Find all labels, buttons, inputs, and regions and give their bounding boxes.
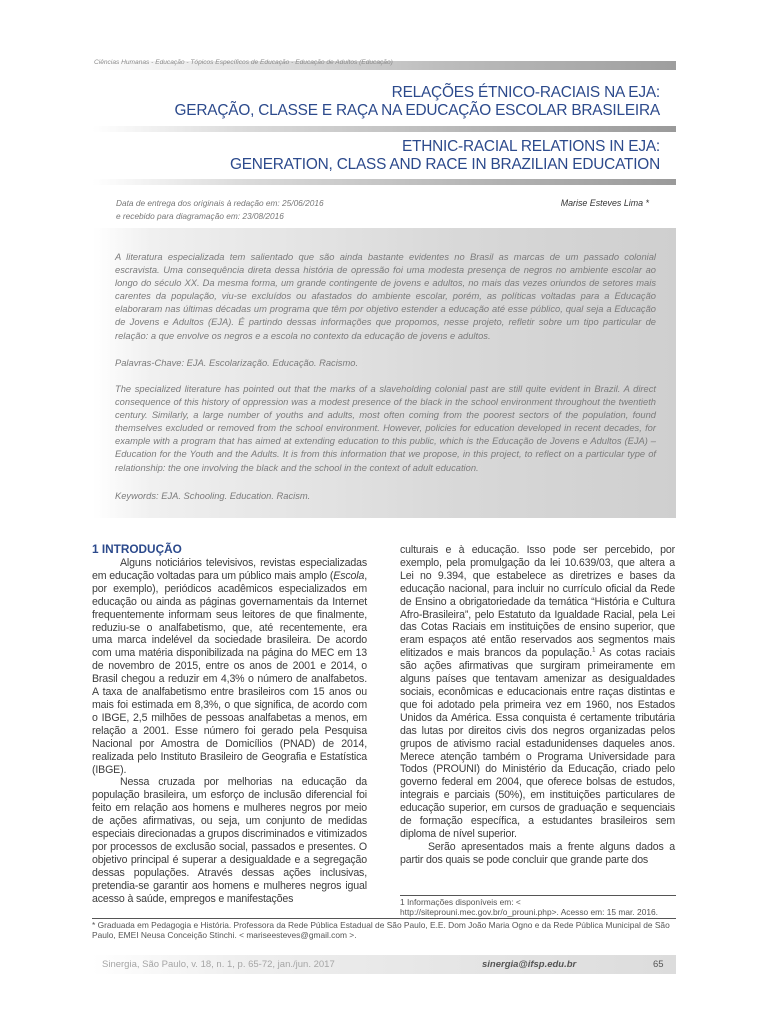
column-left bbox=[92, 557, 367, 905]
column-right bbox=[400, 544, 675, 867]
title-divider bbox=[92, 126, 676, 132]
footnote-divider bbox=[400, 895, 676, 896]
submission-date: Data de entrega dos originais à redação em: 25/06/2016 bbox=[116, 198, 324, 208]
title-en-line1: ETHNIC-RACIAL RELATIONS IN EJA: bbox=[401, 138, 660, 155]
abstract-en: The specialized literature has pointed out that the marks of a slaveholding colonial past are still quite evident in Brazil. A direct consequence of this history of oppression was a modest presence of the black in the school environment throughout the twentieth century. Similarly, a large number of youths and adults, most often coming from the poorest sectors of the population, found themselves excluded or removed from the school environment. However, policies for education developed in recent decades, for example with a program that has aimed at extending education to this public, which is the Educação de Jovens e Adultos (EJA) – Education for the Youth and the Adults. It is from this information that we propose, in this project, to reflect on a particular type of relationship: the one involving the black and the school in the context of adult education. bbox=[115, 384, 656, 473]
breadcrumb: Ciências Humanas - Educação - Tópicos Específicos de Educação - Educação de Adultos (Educação) bbox=[94, 59, 393, 66]
section-heading: 1 INTRODUÇÃO bbox=[92, 542, 182, 556]
paragraph: Alguns noticiários televisivos, revistas especializadas em educação voltadas para um público mais amplo (Escola, por exemplo), periódicos acadêmicos especializados em educação ou ainda as páginas governamentais da Internet frequentemente informam seus leitores de que finalmente, reduziu-se o analfabetismo, que, até recentemente, era uma marca indelével da sociedade brasileira. De acordo com uma matéria disponibilizada na página do MEC em 13 de novembro de 2015, entre os anos de 2001 e 2014, o Brasil chegou a reduzir em 4,3% o número de analfabetos. A taxa de analfabetismo entre brasileiros com 15 anos ou mais foi estimada em 8,3%, o que significa, de acordo com o IBGE, 2,5 milhões de pessoas analfabetas a menos, em relação a 2001. Esse número foi gerado pela Pesquisa Nacional por Amostra de Domicílios (PNAD) de 2014, realizada pelo Instituto Brasileiro de Geografia e Estatística (IBGE). bbox=[92, 557, 367, 776]
keywords-pt: Palavras-Chave: EJA. Escolarização. Educação. Racismo. bbox=[115, 358, 359, 368]
author-note: * Graduada em Pedagogia e História. Professora da Rede Pública Estadual de São Paulo, E.E. Dom João Maria Ogno e da Rede Pública Municipal de São Paulo, EMEI Neusa Conceição Stinchi. < mariseesteves@gmail.com >. bbox=[92, 920, 670, 940]
page-number: 65 bbox=[653, 959, 664, 970]
journal-email[interactable]: sinergia@ifsp.edu.br bbox=[482, 959, 577, 970]
paragraph: Nessa cruzada por melhorias na educação da população brasileira, um esforço de inclusão diferencial foi feito em relação aos homens e mulheres negros por meio de ações afirmativas, ou seja, um conjunto de medidas especiais direcionadas a grupos discriminados e vitimizados por processos de exclusão social, passados e presentes. O objetivo principal é superar a desigualdade e a segregação dessas populações. Através dessas ações inclusivas, pretendia-se garantir aos homens e mulheres negros igual acesso à saúde, empregos e manifestações bbox=[92, 776, 367, 905]
title-divider-2 bbox=[92, 179, 676, 185]
author-name: Marise Esteves Lima * bbox=[560, 198, 649, 208]
journal-citation: Sinergia, São Paulo, v. 18, n. 1, p. 65-72, jan./jun. 2017 bbox=[102, 959, 335, 970]
footnote-ref[interactable]: 1 bbox=[592, 647, 596, 654]
footnote-1: 1 Informações disponíveis em: < http://siteprouni.mec.gov.br/o_prouni.php>. Acesso em: 15 mar. 2016. bbox=[400, 897, 658, 917]
title-en-line2: GENERATION, CLASS AND RACE IN BRAZILIAN EDUCATION bbox=[229, 156, 660, 173]
author-note-divider bbox=[92, 918, 676, 919]
title-pt-line1: RELAÇÕES ÉTNICO-RACIAIS NA EJA: bbox=[391, 84, 660, 101]
keywords-en: Keywords: EJA. Schooling. Education. Racism. bbox=[115, 491, 311, 501]
title-pt-line2: GERAÇÃO, CLASSE E RAÇA NA EDUCAÇÃO ESCOLAR BRASILEIRA bbox=[174, 102, 660, 119]
abstract-pt: A literatura especializada tem salientado que são ainda bastante evidentes no Brasil as marcas de um passado colonial escravista. Uma consequência direta dessa história de opressão foi uma modesta presença de negros no ambiente escolar ao longo do século XX. Da mesma forma, um grande contingente de jovens e adultos, no mais das vezes oriundos de setores mais carentes da população, viu-se excluídos ou afastados do ambiente escolar, porém, as políticas voltadas para a Educação elaboraram nas últimas décadas um programa que têm por objetivo estender a educação até esse público, qual seja a Educação de Jovens e Adultos (EJA). É partindo dessas informações que propomos, nesse projeto, refletir sobre um tipo particular de relação: a que envolve os negros e a escola no contexto da educação de jovens e adultos. bbox=[115, 252, 656, 341]
paragraph: culturais e à educação. Isso pode ser percebido, por exemplo, pela promulgação da lei 10.639/03, que altera a Lei no 9.394, que estabelece as diretrizes e bases da educação nacional, para incluir no currículo oficial da Rede de Ensino a obrigatoriedade da temática “História e Cultura Afro-Brasileira”, pelo Estatuto da Igualdade Racial, pela Lei das Cotas Raciais em instituições de ensino superior, que eram espaços até então reservados aos segmentos mais elitizados e mais brancos da população.$^1$ As cotas raciais são ações afirmativas que surgiram primeiramente em alguns países que tentavam amenizar as desigualdades sociais, econômicas e educacionais entre raças distintas e que foi adotado pela primeira vez em 1960, nos Estados Unidos da América. Essa conquista é certamente tributária das lutas por direitos civis dos negros organizadas pelos grupos de ativismo racial estadunidenses daqueles anos. Merece atenção também o Programa Universidade para Todos (PROUNI) do Ministério da Educação, criado pelo governo federal em 2004, que oferece bolsas de estudos, integrais e parciais (50%), em instituições particulares de educação superior, em cursos de graduação e sequenciais de formação específica, a estudantes brasileiros sem diploma de nível superior. bbox=[400, 544, 675, 840]
emphasis: Escola bbox=[333, 569, 365, 582]
paragraph: Serão apresentados mais a frente alguns dados a partir dos quais se pode concluir que grande parte dos bbox=[400, 840, 675, 866]
layout-date: e recebido para diagramação em: 23/08/2016 bbox=[116, 211, 284, 221]
